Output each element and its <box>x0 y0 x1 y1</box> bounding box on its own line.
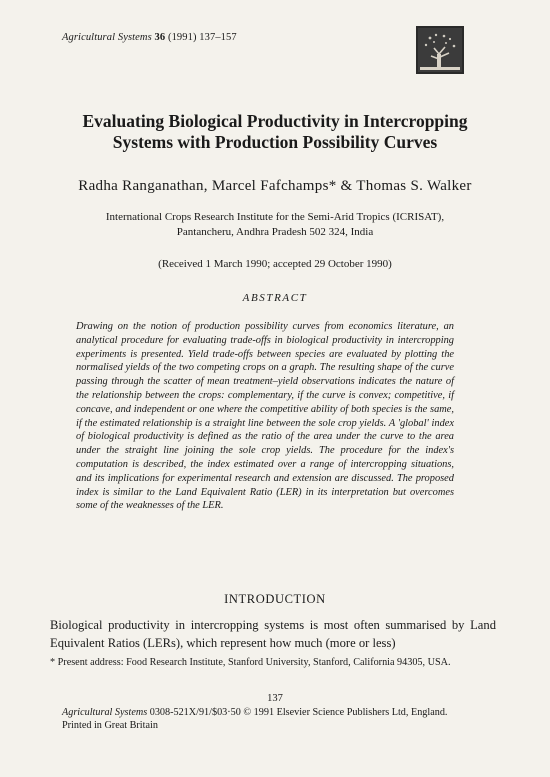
copyright-footer <box>62 706 512 732</box>
journal-volume: 36 <box>154 32 166 43</box>
abstract-text: Drawing on the notion of production possibility curves from economics literature, an analytical procedure for evaluating trade-offs in biological productivity in intercropping experiments is presented. Yield trade-offs between species are evaluated by plotting the normalised yields of the two competing crops on a graph. The resulting shape of the curve passing through the scatter of mean treatment–yield observations indicates the nature of the relationship between the crops: complementary, if the curve is convex; competitive, if concave, and independent or one where the competitive ability of both species is the same, if the estimated relationship is a straight line between the sole crop yields. A 'global' index of biological productivity is defined as the ratio of the area under the curve to the area under the straight line joining the sole crop yields. The procedure for the index's computation is described, the index estimated over a range of intercropping situations, and its implications for experimental research and extension are discussed. The proposed index is similar to the Land Equivalent Ratio (LER) in its interpretation but overcomes some of the weaknesses of the LER. <box>76 321 454 512</box>
author-affiliation <box>40 210 510 240</box>
abstract-heading: ABSTRACT <box>242 292 308 304</box>
printed-in: Printed in Great Britain <box>62 720 158 731</box>
copyright-text: 0308-521X/91/$03·50 © 1991 Elsevier Science Publishers Ltd, England. <box>147 707 448 718</box>
journal-year-pages: (1991) 137–157 <box>167 32 237 43</box>
journal-citation <box>62 32 237 43</box>
affiliation-line: International Crops Research Institute for the Semi-Arid Tropics (ICRISAT), <box>105 211 445 223</box>
received-dates: (Received 1 March 1990; accepted 29 October 1990) <box>158 258 392 270</box>
article-authors: Radha Ranganathan, Marcel Fafchamps* & Thomas S. Walker <box>78 178 472 194</box>
introduction-text: Biological productivity in intercropping systems is most often summarised by Land Equivalent Ratios (LERs), which represent how much (more or less) <box>50 618 496 650</box>
section-heading-introduction: INTRODUCTION <box>224 592 326 606</box>
copyright-line <box>62 706 512 719</box>
journal-name: Agricultural Systems <box>62 32 152 43</box>
footer-journal-name: Agricultural Systems <box>62 707 148 718</box>
article-title <box>40 111 510 153</box>
title-line: Systems with Production Possibility Curves <box>112 132 438 152</box>
footnote: * Present address: Food Research Institute, Stanford University, Stanford, California 94305, USA. <box>50 657 451 668</box>
page-number: 137 <box>267 693 283 704</box>
elsevier-tree-logo-icon <box>416 26 464 74</box>
affiliation-line: Pantancheru, Andhra Pradesh 502 324, India <box>176 226 374 238</box>
title-line: Evaluating Biological Productivity in Intercropping <box>82 111 468 131</box>
